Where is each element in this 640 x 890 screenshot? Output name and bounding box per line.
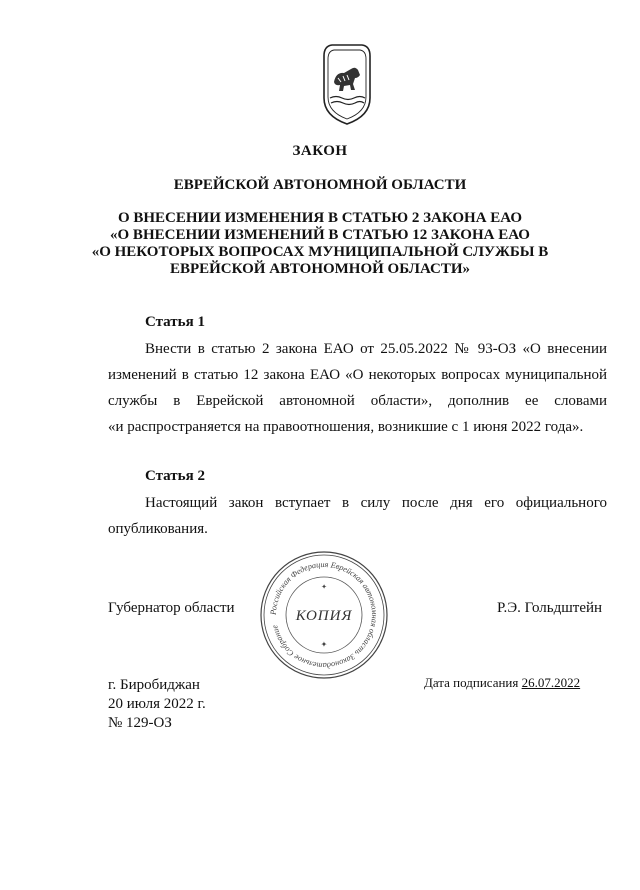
article-1-text	[108, 336, 607, 440]
signatory-name: Р.Э. Гольдштейн	[497, 600, 603, 616]
stamp-star-icon: ✦	[320, 640, 328, 649]
place-date-number	[108, 676, 206, 733]
coat-of-arms-emblem	[318, 42, 376, 126]
official-stamp	[258, 549, 390, 681]
city: г. Биробиджан	[108, 677, 200, 693]
article-1-line: службы в Еврейской автономной области», дополнив ее словами	[108, 393, 607, 409]
law-date: 20 июля 2022 г.	[108, 696, 206, 712]
document-subject	[0, 210, 640, 278]
signing-date-block	[424, 675, 580, 691]
subject-line: О ВНЕСЕНИИ ИЗМЕНЕНИЯ В СТАТЬЮ 2 ЗАКОНА ЕАО	[117, 210, 523, 226]
article-2-heading: Статья 2	[145, 468, 205, 484]
article-1-line: изменений в статью 12 закона ЕАО «О некоторых вопросах муниципальной	[108, 367, 607, 383]
signatory-position: Губернатор области	[108, 600, 235, 616]
stamp-star-icon: ✦	[321, 583, 327, 591]
stamp-ring-text: Российская Федерация Еврейская автономная область Законодательное Собрание	[268, 559, 380, 671]
document-title: ЗАКОН	[292, 143, 348, 159]
article-1-line: «и распространяется на правоотношения, возникшие с 1 июня 2022 года».	[108, 419, 584, 435]
article-1-line: Внести в статью 2 закона ЕАО от 25.05.2022 № 93-ОЗ «О внесении	[145, 341, 607, 357]
article-2-line: Настоящий закон вступает в силу после дня его официального	[145, 495, 607, 511]
article-2-line: опубликования.	[108, 521, 208, 537]
subject-line: ЕВРЕЙСКОЙ АВТОНОМНОЙ ОБЛАСТИ»	[169, 261, 471, 277]
article-2-text	[108, 490, 607, 542]
subject-line: «О НЕКОТОРЫХ ВОПРОСАХ МУНИЦИПАЛЬНОЙ СЛУЖБЫ В	[91, 244, 549, 260]
document-region: ЕВРЕЙСКОЙ АВТОНОМНОЙ ОБЛАСТИ	[173, 177, 467, 193]
signing-date-label: Дата подписания	[424, 675, 519, 690]
stamp-seal	[258, 549, 390, 681]
jewish-autonomous-region-coat-of-arms-icon	[318, 42, 376, 126]
signing-date-value: 26.07.2022	[521, 675, 581, 690]
law-number: № 129-ОЗ	[108, 715, 172, 731]
article-1-heading: Статья 1	[145, 314, 205, 330]
subject-line: «О ВНЕСЕНИИ ИЗМЕНЕНИЙ В СТАТЬЮ 12 ЗАКОНА ЕАО	[110, 227, 530, 243]
stamp-center-text: КОПИЯ	[295, 608, 353, 624]
